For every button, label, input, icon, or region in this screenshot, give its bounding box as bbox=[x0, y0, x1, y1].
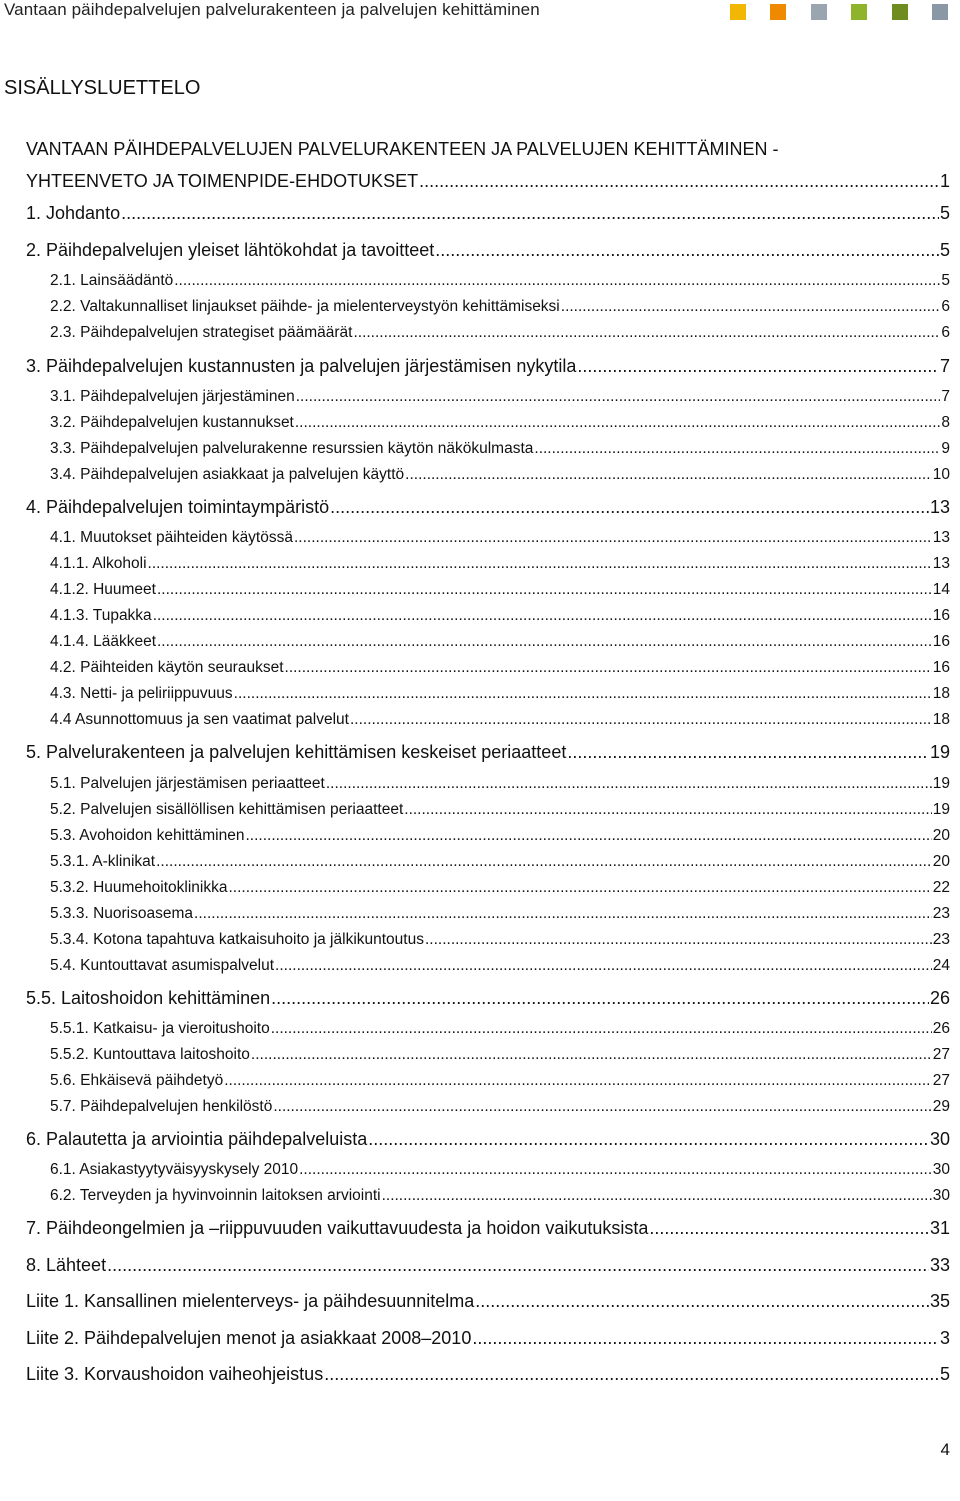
toc-entry bbox=[50, 414, 950, 432]
toc-entry-label: 3. Päihdepalvelujen kustannusten ja palvelujen järjestämisen nykytila bbox=[26, 356, 577, 376]
toc-entry bbox=[50, 879, 950, 897]
toc-leader-dots bbox=[382, 1187, 932, 1205]
toc-entry-label: 3.2. Päihdepalvelujen kustannukset bbox=[50, 414, 294, 431]
toc-leader-dots bbox=[324, 1364, 939, 1385]
toc-entry-label: 2.2. Valtakunnalliset linjaukset päihde- ja mielenterveystyön kehittämiseksi bbox=[50, 298, 560, 315]
toc-entry-page: 5 bbox=[939, 203, 950, 223]
toc-leader-dots bbox=[649, 1218, 929, 1239]
toc-leader-dots bbox=[294, 529, 932, 547]
toc-entry bbox=[26, 1364, 950, 1385]
toc-entry-label: 6.2. Terveyden ja hyvinvoinnin laitoksen arviointi bbox=[50, 1187, 381, 1204]
toc-entry-page: 30 bbox=[929, 1129, 950, 1149]
toc-entry bbox=[50, 853, 950, 871]
toc-entry-page: 10 bbox=[932, 466, 950, 483]
toc-leader-dots bbox=[251, 1046, 932, 1064]
toc-entry-label: 4. Päihdepalvelujen toimintaympäristö bbox=[26, 497, 330, 517]
toc-entry-label: 4.1. Muutokset päihteiden käytössä bbox=[50, 529, 293, 546]
toc-entry-page: 19 bbox=[932, 801, 950, 818]
toc-entry-page: 5 bbox=[941, 272, 950, 289]
toc-entry-page: 16 bbox=[932, 607, 950, 624]
header-square bbox=[892, 4, 908, 20]
toc-leader-dots bbox=[472, 1328, 939, 1349]
toc-entry-page: 20 bbox=[932, 853, 950, 870]
toc-entry bbox=[50, 711, 950, 729]
toc-entry-page: 33 bbox=[929, 1255, 950, 1275]
toc-leader-dots bbox=[271, 1020, 932, 1038]
toc-leader-dots bbox=[234, 685, 932, 703]
toc-entry-label: 5. Palvelurakenteen ja palvelujen kehittämisen keskeiset periaatteet bbox=[26, 742, 567, 762]
toc-leader-dots bbox=[353, 324, 940, 342]
toc-entry-label: 3.1. Päihdepalvelujen järjestäminen bbox=[50, 388, 295, 405]
toc-entry bbox=[50, 1161, 950, 1179]
toc-entry-page: 30 bbox=[932, 1187, 950, 1204]
toc-entry-page: 26 bbox=[932, 1020, 950, 1037]
toc-entry-label: 4.1.2. Huumeet bbox=[50, 581, 156, 598]
toc-entry bbox=[50, 581, 950, 599]
toc-leader-dots bbox=[275, 957, 932, 975]
toc-entry bbox=[50, 827, 950, 845]
toc-entry-page: 19 bbox=[929, 742, 950, 762]
toc-entry-label: 5.7. Päihdepalvelujen henkilöstö bbox=[50, 1098, 273, 1115]
toc-entry bbox=[50, 1072, 950, 1090]
toc-leader-dots bbox=[157, 581, 932, 599]
toc-entry-page: 3 bbox=[939, 1328, 950, 1348]
toc-entry-page: 27 bbox=[932, 1046, 950, 1063]
page-number: 4 bbox=[940, 1440, 950, 1459]
toc-entry-page: 27 bbox=[932, 1072, 950, 1089]
toc-entry bbox=[50, 1020, 950, 1038]
toc-entry-label: 4.1.3. Tupakka bbox=[50, 607, 152, 624]
toc-entry-label: 4.1.1. Alkoholi bbox=[50, 555, 147, 572]
toc-entry-page: 18 bbox=[932, 711, 950, 728]
toc-leader-dots bbox=[567, 742, 929, 763]
toc-entry bbox=[50, 1098, 950, 1116]
toc-leader-dots bbox=[153, 607, 932, 625]
toc-entry-page: 13 bbox=[932, 555, 950, 572]
toc-entry-label: 4.3. Netti- ja peliriippuvuus bbox=[50, 685, 233, 702]
toc-entry-label: 5.3.3. Nuorisoasema bbox=[50, 905, 194, 922]
toc-entry-page: 20 bbox=[932, 827, 950, 844]
toc-leader-dots bbox=[577, 356, 939, 377]
toc-entry-label: 3.4. Päihdepalvelujen asiakkaat ja palvelujen käyttö bbox=[50, 466, 405, 483]
toc-entry bbox=[50, 529, 950, 547]
toc-entry-page: 13 bbox=[929, 497, 950, 517]
toc-leader-dots bbox=[405, 466, 932, 484]
toc-leader-dots bbox=[273, 1098, 931, 1116]
toc-entry-page: 18 bbox=[932, 685, 950, 702]
toc-entry bbox=[50, 659, 950, 677]
toc-leader-dots bbox=[229, 879, 932, 897]
toc-entry bbox=[26, 1291, 950, 1312]
toc-entry bbox=[26, 988, 950, 1009]
toc-leader-dots bbox=[330, 497, 929, 518]
toc-entry bbox=[26, 203, 950, 224]
toc-entry-label: 5.3. Avohoidon kehittäminen bbox=[50, 827, 245, 844]
toc-entry bbox=[50, 1187, 950, 1205]
toc-entry-label: 5.3.1. A-klinikat bbox=[50, 853, 156, 870]
toc-entry bbox=[50, 931, 950, 949]
toc-entry bbox=[50, 801, 950, 819]
toc-entry-label: 5.6. Ehkäisevä päihdetyö bbox=[50, 1072, 224, 1089]
toc-entry bbox=[26, 1255, 950, 1276]
toc-entry-page: 6 bbox=[941, 298, 950, 315]
running-header-title: Vantaan päihdepalvelujen palvelurakenteen ja palvelujen kehittäminen bbox=[4, 0, 540, 19]
toc-entry bbox=[50, 555, 950, 573]
toc-entry-page: 16 bbox=[932, 633, 950, 650]
toc-entry-page: 9 bbox=[941, 440, 950, 457]
toc-entry bbox=[26, 742, 950, 763]
toc-leader-dots bbox=[435, 240, 939, 261]
toc-entry-label: 2.1. Lainsäädäntö bbox=[50, 272, 174, 289]
toc-entry bbox=[26, 1328, 950, 1349]
toc-entry-page: 35 bbox=[929, 1291, 950, 1311]
toc-entry-page: 16 bbox=[932, 659, 950, 676]
toc-leader-dots bbox=[534, 440, 940, 458]
toc-entry-label: 5.5.1. Katkaisu- ja vieroitushoito bbox=[50, 1020, 270, 1037]
toc-entry bbox=[50, 1046, 950, 1064]
toc-leader-dots bbox=[561, 298, 941, 316]
toc-entry-page: 30 bbox=[932, 1161, 950, 1178]
toc-entry-page: 26 bbox=[929, 988, 950, 1008]
header-square bbox=[932, 4, 948, 20]
toc-leader-dots bbox=[425, 931, 932, 949]
toc-entry-label: 4.1.4. Lääkkeet bbox=[50, 633, 156, 650]
toc-leader-dots bbox=[475, 1291, 929, 1312]
toc-entry-page: 8 bbox=[941, 414, 950, 431]
toc-heading: SISÄLLYSLUETTELO bbox=[4, 77, 201, 99]
toc-leader-dots bbox=[148, 555, 932, 573]
toc-entry-label: 5.4. Kuntouttavat asumispalvelut bbox=[50, 957, 275, 974]
toc-entry-label: 5.3.4. Kotona tapahtuva katkaisuhoito ja jälkikuntoutus bbox=[50, 931, 424, 948]
toc-entry bbox=[50, 633, 950, 651]
toc-entry bbox=[26, 1218, 950, 1239]
toc-entry-page: 31 bbox=[929, 1218, 950, 1238]
toc-entry-page: 7 bbox=[939, 356, 950, 376]
toc-entry bbox=[50, 272, 950, 290]
toc-entry-label: 4.2. Päihteiden käytön seuraukset bbox=[50, 659, 284, 676]
toc-entry-page: 6 bbox=[941, 324, 950, 341]
toc-entry-page: 29 bbox=[932, 1098, 950, 1115]
toc-entry-label: 5.1. Palvelujen järjestämisen periaatteet bbox=[50, 775, 325, 792]
toc-entry bbox=[50, 685, 950, 703]
toc-entry-label: 7. Päihdeongelmien ja –riippuvuuden vaikuttavuudesta ja hoidon vaikutuksista bbox=[26, 1218, 649, 1238]
toc-leader-dots bbox=[224, 1072, 932, 1090]
toc-leader-dots bbox=[157, 633, 932, 651]
toc-entry-page: 1 bbox=[939, 171, 950, 191]
toc-leader-dots bbox=[174, 272, 940, 290]
toc-entry bbox=[50, 775, 950, 793]
toc-entry-label: 5.5. Laitoshoidon kehittäminen bbox=[26, 988, 271, 1008]
toc-entry-page: 13 bbox=[932, 529, 950, 546]
toc-entry-label: Liite 3. Korvaushoidon vaiheohjeistus bbox=[26, 1364, 324, 1384]
toc-leader-dots bbox=[419, 171, 939, 192]
toc-entry-label: 1. Johdanto bbox=[26, 203, 121, 223]
toc-leader-dots bbox=[296, 388, 941, 406]
toc-entry-label: 6.1. Asiakastyytyväisyyskysely 2010 bbox=[50, 1161, 299, 1178]
toc-leader-dots bbox=[245, 827, 931, 845]
toc-leader-dots bbox=[368, 1129, 929, 1150]
toc-entry-page: 5 bbox=[939, 1364, 950, 1384]
toc-entry bbox=[50, 957, 950, 975]
toc-entry-label: 3.3. Päihdepalvelujen palvelurakenne resurssien käytön näkökulmasta bbox=[50, 440, 534, 457]
toc-entry-label: Liite 2. Päihdepalvelujen menot ja asiakkaat 2008–2010 bbox=[26, 1328, 472, 1348]
toc-entry bbox=[50, 607, 950, 625]
toc-entry-label: 8. Lähteet bbox=[26, 1255, 107, 1275]
toc-entry bbox=[50, 440, 950, 458]
toc-leader-dots bbox=[107, 1255, 929, 1276]
toc-entry-label: 5.5.2. Kuntouttava laitoshoito bbox=[50, 1046, 250, 1063]
toc-title-line: VANTAAN PÄIHDEPALVELUJEN PALVELURAKENTEEN JA PALVELUJEN KEHITTÄMINEN - bbox=[26, 139, 779, 159]
toc-entry bbox=[26, 171, 950, 192]
header-square bbox=[811, 4, 827, 20]
toc-leader-dots bbox=[271, 988, 929, 1009]
toc-entry bbox=[26, 497, 950, 518]
toc-entry bbox=[50, 905, 950, 923]
toc-entry-label: 4.4 Asunnottomuus ja sen vaatimat palvelut bbox=[50, 711, 349, 728]
toc-entry bbox=[26, 240, 950, 261]
header-square bbox=[730, 4, 746, 20]
toc-entry-page: 24 bbox=[932, 957, 950, 974]
toc-entry-label: 5.3.2. Huumehoitoklinikka bbox=[50, 879, 228, 896]
toc-entry bbox=[26, 1129, 950, 1150]
toc-entry-label: 6. Palautetta ja arviointia päihdepalveluista bbox=[26, 1129, 368, 1149]
toc-leader-dots bbox=[350, 711, 932, 729]
toc-leader-dots bbox=[326, 775, 932, 793]
toc-entry bbox=[50, 388, 950, 406]
toc-entry-page: 5 bbox=[939, 240, 950, 260]
header-square bbox=[851, 4, 867, 20]
toc-entry-page: 7 bbox=[941, 388, 950, 405]
toc-entry-page: 14 bbox=[932, 581, 950, 598]
header-square bbox=[770, 4, 786, 20]
toc-leader-dots bbox=[404, 801, 931, 819]
toc-entry-label: 5.2. Palvelujen sisällöllisen kehittämisen periaatteet bbox=[50, 801, 404, 818]
toc-entry bbox=[26, 356, 950, 377]
toc-entry-page: 22 bbox=[932, 879, 950, 896]
toc-leader-dots bbox=[285, 659, 932, 677]
toc-leader-dots bbox=[299, 1161, 932, 1179]
toc-entry-label: Liite 1. Kansallinen mielenterveys- ja päihdesuunnitelma bbox=[26, 1291, 475, 1311]
toc-entry bbox=[50, 298, 950, 316]
toc-leader-dots bbox=[121, 203, 939, 224]
toc-entry-label: 2. Päihdepalvelujen yleiset lähtökohdat ja tavoitteet bbox=[26, 240, 435, 260]
toc-entry-label: 2.3. Päihdepalvelujen strategiset päämäärät bbox=[50, 324, 353, 341]
toc-leader-dots bbox=[295, 414, 941, 432]
toc-entry bbox=[50, 466, 950, 484]
toc-entry-page: 19 bbox=[932, 775, 950, 792]
toc-entry-label: YHTEENVETO JA TOIMENPIDE-EHDOTUKSET bbox=[26, 171, 419, 191]
toc-leader-dots bbox=[194, 905, 932, 923]
toc-entry-page: 23 bbox=[932, 905, 950, 922]
toc-entry bbox=[50, 324, 950, 342]
toc-entry-page: 23 bbox=[932, 931, 950, 948]
toc-leader-dots bbox=[156, 853, 932, 871]
